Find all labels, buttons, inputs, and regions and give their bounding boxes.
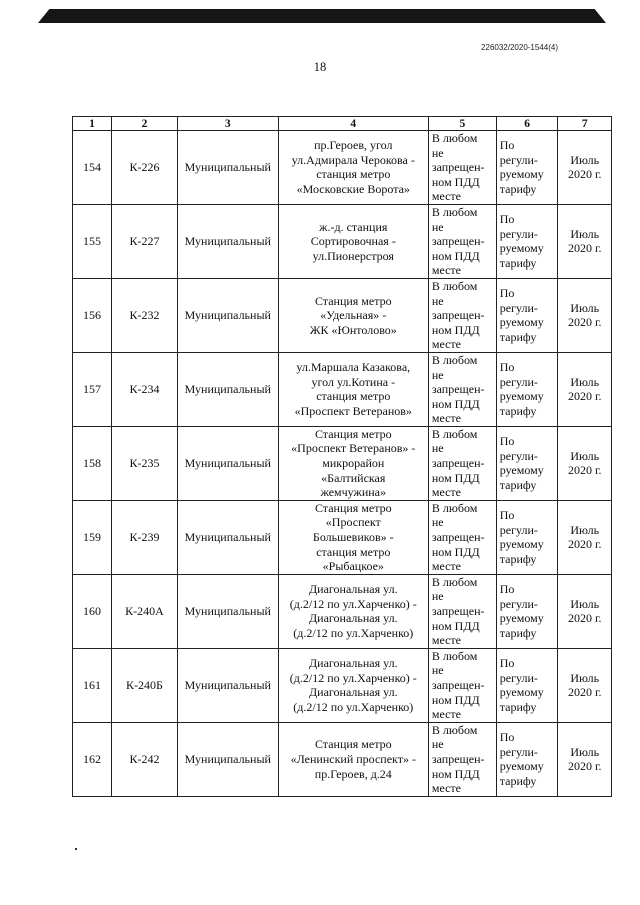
cell-text-line: руемому bbox=[499, 389, 544, 404]
cell-text-line: Июль bbox=[570, 448, 600, 463]
cell-text-line: не bbox=[431, 589, 444, 604]
tariff-cell bbox=[496, 722, 558, 796]
table-header-row bbox=[73, 117, 612, 131]
cell-text-line: месте bbox=[431, 263, 461, 278]
cell-text-line: В любом bbox=[431, 131, 478, 145]
cell-text-line: Июль bbox=[570, 226, 600, 241]
cell-text-line: 2020 г. bbox=[567, 389, 602, 404]
start-date-cell bbox=[558, 352, 612, 426]
scan-speck bbox=[75, 848, 77, 850]
stop-order-cell bbox=[428, 352, 496, 426]
cell-text-line: По bbox=[499, 582, 515, 597]
cell-text-line: «Рыбацкое» bbox=[322, 559, 384, 574]
cell-text-line: ул.Маршала Казакова, bbox=[296, 360, 411, 375]
cell-text-line: не bbox=[431, 367, 444, 382]
route-type-cell: Муниципальный bbox=[177, 131, 278, 205]
route-path-cell bbox=[278, 500, 428, 574]
cell-text-line: (д.2/12 по ул.Харченко) bbox=[293, 625, 414, 640]
cell-text-line: По bbox=[499, 286, 515, 301]
cell-text-line: тарифу bbox=[499, 477, 537, 492]
cell-text-line: В любом bbox=[431, 278, 478, 293]
table-row bbox=[73, 131, 612, 205]
cell-text-line: регули- bbox=[499, 226, 538, 241]
tariff-cell bbox=[496, 574, 558, 648]
route-code-cell: К-240А bbox=[112, 574, 178, 648]
start-date-cell bbox=[558, 278, 612, 352]
route-number-cell: 162 bbox=[73, 722, 112, 796]
cell-text-line: Июль bbox=[570, 300, 600, 315]
cell-text-line: запрещен- bbox=[431, 234, 485, 249]
cell-text-line: тарифу bbox=[499, 256, 537, 271]
cell-text-line: регули- bbox=[499, 596, 538, 611]
cell-text-line: ном ПДД bbox=[431, 470, 480, 485]
cell-text-line: тарифу bbox=[499, 625, 537, 640]
column-header: 1 bbox=[73, 117, 112, 131]
tariff-cell bbox=[496, 131, 558, 205]
cell-text-line: ж.-д. станция bbox=[319, 219, 388, 234]
cell-text-line: ном ПДД bbox=[431, 692, 480, 707]
start-date-cell bbox=[558, 500, 612, 574]
cell-text-line: пр.Героев, угол bbox=[314, 138, 393, 153]
column-header: 5 bbox=[428, 117, 496, 131]
cell-text-line: Сортировочная - bbox=[310, 234, 396, 249]
cell-text-line: 2020 г. bbox=[567, 611, 602, 626]
tariff-cell bbox=[496, 204, 558, 278]
cell-text-line: По bbox=[499, 360, 515, 375]
cell-text-line: В любом bbox=[431, 426, 478, 441]
page-number: 18 bbox=[313, 60, 327, 74]
cell-text-line: 2020 г. bbox=[567, 537, 602, 552]
cell-text-line: тарифу bbox=[499, 182, 537, 197]
cell-text-line: запрещен- bbox=[431, 530, 485, 545]
document-number: 226032/2020-1544(4) bbox=[481, 43, 558, 52]
cell-text-line: не bbox=[431, 441, 444, 456]
cell-text-line: Июль bbox=[570, 670, 600, 685]
cell-text-line: В любом bbox=[431, 722, 478, 737]
cell-text-line: В любом bbox=[431, 352, 478, 367]
tariff-cell bbox=[496, 426, 558, 500]
stop-order-cell bbox=[428, 648, 496, 722]
stop-order-cell bbox=[428, 278, 496, 352]
route-code-cell: К-226 bbox=[112, 131, 178, 205]
cell-text-line: регули- bbox=[499, 744, 538, 759]
cell-text-line: месте bbox=[431, 189, 461, 204]
cell-text-line: Июль bbox=[570, 522, 600, 537]
cell-text-line: 2020 г. bbox=[567, 315, 602, 330]
cell-text-line: запрещен- bbox=[431, 160, 485, 175]
route-code-cell: К-227 bbox=[112, 204, 178, 278]
cell-text-line: По bbox=[499, 730, 515, 745]
route-code-cell: К-239 bbox=[112, 500, 178, 574]
route-number-cell: 157 bbox=[73, 352, 112, 426]
route-path-cell bbox=[278, 278, 428, 352]
route-path-cell bbox=[278, 131, 428, 205]
table-row bbox=[73, 500, 612, 574]
cell-text-line: «Проспект Ветеранов» - bbox=[291, 441, 416, 456]
cell-text-line: ном ПДД bbox=[431, 766, 480, 781]
table-row bbox=[73, 352, 612, 426]
route-type-cell: Муниципальный bbox=[177, 352, 278, 426]
cell-text-line: 2020 г. bbox=[567, 685, 602, 700]
cell-text-line: Диагональная ул. bbox=[308, 685, 398, 700]
cell-text-line: регули- bbox=[499, 522, 538, 537]
cell-text-line: руемому bbox=[499, 167, 544, 182]
cell-text-line: регули- bbox=[499, 374, 538, 389]
cell-text-line: Июль bbox=[570, 596, 600, 611]
cell-text-line: ном ПДД bbox=[431, 174, 480, 189]
cell-text-line: Станция метро bbox=[314, 737, 392, 752]
route-type-cell: Муниципальный bbox=[177, 722, 278, 796]
route-code-cell: К-240Б bbox=[112, 648, 178, 722]
cell-text-line: регули- bbox=[499, 152, 538, 167]
cell-text-line: (д.2/12 по ул.Харченко) bbox=[293, 699, 414, 714]
cell-text-line: не bbox=[431, 293, 444, 308]
cell-text-line: месте bbox=[431, 781, 461, 796]
cell-text-line: Июль bbox=[570, 374, 600, 389]
start-date-cell bbox=[558, 426, 612, 500]
cell-text-line: месте bbox=[431, 707, 461, 722]
route-code-cell: К-234 bbox=[112, 352, 178, 426]
route-number-cell: 158 bbox=[73, 426, 112, 500]
cell-text-line: ном ПДД bbox=[431, 544, 480, 559]
cell-text-line: По bbox=[499, 508, 515, 523]
stop-order-cell bbox=[428, 574, 496, 648]
cell-text-line: 2020 г. bbox=[567, 167, 602, 182]
cell-text-line: станция метро bbox=[316, 389, 391, 404]
cell-text-line: не bbox=[431, 515, 444, 530]
cell-text-line: месте bbox=[431, 337, 461, 352]
cell-text-line: регули- bbox=[499, 670, 538, 685]
table-row bbox=[73, 648, 612, 722]
route-code-cell: К-232 bbox=[112, 278, 178, 352]
route-code-cell: К-235 bbox=[112, 426, 178, 500]
cell-text-line: ул.Пионерстроя bbox=[312, 248, 394, 263]
cell-text-line: регули- bbox=[499, 300, 538, 315]
cell-text-line: руемому bbox=[499, 463, 544, 478]
route-number-cell: 156 bbox=[73, 278, 112, 352]
column-header: 2 bbox=[112, 117, 178, 131]
cell-text-line: По bbox=[499, 138, 515, 153]
stop-order-cell bbox=[428, 204, 496, 278]
route-number-cell: 154 bbox=[73, 131, 112, 205]
tariff-cell bbox=[496, 500, 558, 574]
column-header: 7 bbox=[558, 117, 612, 131]
cell-text-line: не bbox=[431, 145, 444, 160]
cell-text-line: 2020 г. bbox=[567, 241, 602, 256]
cell-text-line: не bbox=[431, 737, 444, 752]
table-row bbox=[73, 722, 612, 796]
tariff-cell bbox=[496, 352, 558, 426]
routes-table bbox=[72, 116, 612, 797]
route-code-cell: К-242 bbox=[112, 722, 178, 796]
cell-text-line: месте bbox=[431, 485, 461, 500]
cell-text-line: месте bbox=[431, 559, 461, 574]
cell-text-line: «Московские Ворота» bbox=[296, 182, 410, 197]
cell-text-line: угол ул.Котина - bbox=[311, 374, 396, 389]
route-path-cell bbox=[278, 426, 428, 500]
cell-text-line: «Балтийская bbox=[321, 470, 386, 485]
cell-text-line: запрещен- bbox=[431, 308, 485, 323]
cell-text-line: тарифу bbox=[499, 699, 537, 714]
cell-text-line: (д.2/12 по ул.Харченко) - bbox=[289, 596, 417, 611]
route-number-cell: 155 bbox=[73, 204, 112, 278]
cell-text-line: В любом bbox=[431, 204, 478, 219]
cell-text-line: «Удельная» - bbox=[320, 308, 387, 323]
cell-text-line: месте bbox=[431, 633, 461, 648]
table-body bbox=[73, 131, 612, 797]
cell-text-line: Диагональная ул. bbox=[308, 611, 398, 626]
cell-text-line: Станция метро bbox=[314, 293, 392, 308]
cell-text-line: запрещен- bbox=[431, 456, 485, 471]
cell-text-line: Диагональная ул. bbox=[308, 582, 398, 597]
start-date-cell bbox=[558, 131, 612, 205]
column-header: 3 bbox=[177, 117, 278, 131]
cell-text-line: руемому bbox=[499, 537, 544, 552]
stop-order-cell bbox=[428, 500, 496, 574]
cell-text-line: ном ПДД bbox=[431, 396, 480, 411]
column-header: 6 bbox=[496, 117, 558, 131]
route-path-cell bbox=[278, 722, 428, 796]
route-number-cell: 161 bbox=[73, 648, 112, 722]
table-row bbox=[73, 204, 612, 278]
stop-order-cell bbox=[428, 722, 496, 796]
cell-text-line: ном ПДД bbox=[431, 248, 480, 263]
cell-text-line: По bbox=[499, 434, 515, 449]
table-row bbox=[73, 278, 612, 352]
start-date-cell bbox=[558, 204, 612, 278]
stop-order-cell bbox=[428, 131, 496, 205]
cell-text-line: месте bbox=[431, 411, 461, 426]
stop-order-cell bbox=[428, 426, 496, 500]
cell-text-line: ЖК «Юнтолово» bbox=[309, 322, 397, 337]
cell-text-line: станция метро bbox=[316, 544, 391, 559]
route-path-cell bbox=[278, 648, 428, 722]
cell-text-line: 2020 г. bbox=[567, 759, 602, 774]
cell-text-line: (д.2/12 по ул.Харченко) - bbox=[289, 670, 417, 685]
cell-text-line: руемому bbox=[499, 315, 544, 330]
cell-text-line: не bbox=[431, 663, 444, 678]
cell-text-line: запрещен- bbox=[431, 382, 485, 397]
cell-text-line: тарифу bbox=[499, 403, 537, 418]
cell-text-line: Станция метро bbox=[314, 426, 392, 441]
cell-text-line: ном ПДД bbox=[431, 322, 480, 337]
cell-text-line: жемчужина» bbox=[320, 485, 386, 500]
cell-text-line: регули- bbox=[499, 448, 538, 463]
column-header: 4 bbox=[278, 117, 428, 131]
route-path-cell bbox=[278, 574, 428, 648]
cell-text-line: «Проспект bbox=[325, 515, 381, 530]
cell-text-line: В любом bbox=[431, 574, 478, 589]
cell-text-line: тарифу bbox=[499, 773, 537, 788]
route-type-cell: Муниципальный bbox=[177, 574, 278, 648]
route-type-cell: Муниципальный bbox=[177, 278, 278, 352]
route-number-cell: 160 bbox=[73, 574, 112, 648]
cell-text-line: руемому bbox=[499, 611, 544, 626]
cell-text-line: тарифу bbox=[499, 551, 537, 566]
route-type-cell: Муниципальный bbox=[177, 500, 278, 574]
cell-text-line: ул.Адмирала Черокова - bbox=[291, 152, 415, 167]
cell-text-line: Станция метро bbox=[314, 500, 392, 515]
cell-text-line: Июль bbox=[570, 152, 600, 167]
cell-text-line: запрещен- bbox=[431, 604, 485, 618]
tariff-cell bbox=[496, 278, 558, 352]
cell-text-line: Июль bbox=[570, 744, 600, 759]
cell-text-line: не bbox=[431, 219, 444, 234]
cell-text-line: Большевиков» - bbox=[312, 530, 394, 545]
table-row bbox=[73, 574, 612, 648]
cell-text-line: Диагональная ул. bbox=[308, 656, 398, 671]
route-type-cell: Муниципальный bbox=[177, 426, 278, 500]
cell-text-line: руемому bbox=[499, 759, 544, 774]
cell-text-line: руемому bbox=[499, 241, 544, 256]
cell-text-line: пр.Героев, д.24 bbox=[314, 766, 392, 781]
table-row bbox=[73, 426, 612, 500]
route-path-cell bbox=[278, 352, 428, 426]
start-date-cell bbox=[558, 574, 612, 648]
cell-text-line: «Ленинский проспект» - bbox=[290, 751, 416, 766]
cell-text-line: По bbox=[499, 656, 515, 671]
route-type-cell: Муниципальный bbox=[177, 204, 278, 278]
cell-text-line: запрещен- bbox=[431, 677, 485, 692]
cell-text-line: станция метро bbox=[316, 167, 391, 182]
cell-text-line: руемому bbox=[499, 685, 544, 700]
cell-text-line: В любом bbox=[431, 648, 478, 663]
cell-text-line: ном ПДД bbox=[431, 618, 480, 633]
route-number-cell: 159 bbox=[73, 500, 112, 574]
cell-text-line: В любом bbox=[431, 500, 478, 515]
route-path-cell bbox=[278, 204, 428, 278]
cell-text-line: тарифу bbox=[499, 330, 537, 345]
start-date-cell bbox=[558, 722, 612, 796]
cell-text-line: По bbox=[499, 212, 515, 227]
cell-text-line: запрещен- bbox=[431, 751, 485, 766]
scan-edge-bar bbox=[38, 9, 606, 23]
tariff-cell bbox=[496, 648, 558, 722]
cell-text-line: 2020 г. bbox=[567, 463, 602, 478]
route-type-cell: Муниципальный bbox=[177, 648, 278, 722]
cell-text-line: «Проспект Ветеранов» bbox=[294, 403, 412, 418]
start-date-cell bbox=[558, 648, 612, 722]
cell-text-line: микрорайон bbox=[322, 456, 385, 471]
